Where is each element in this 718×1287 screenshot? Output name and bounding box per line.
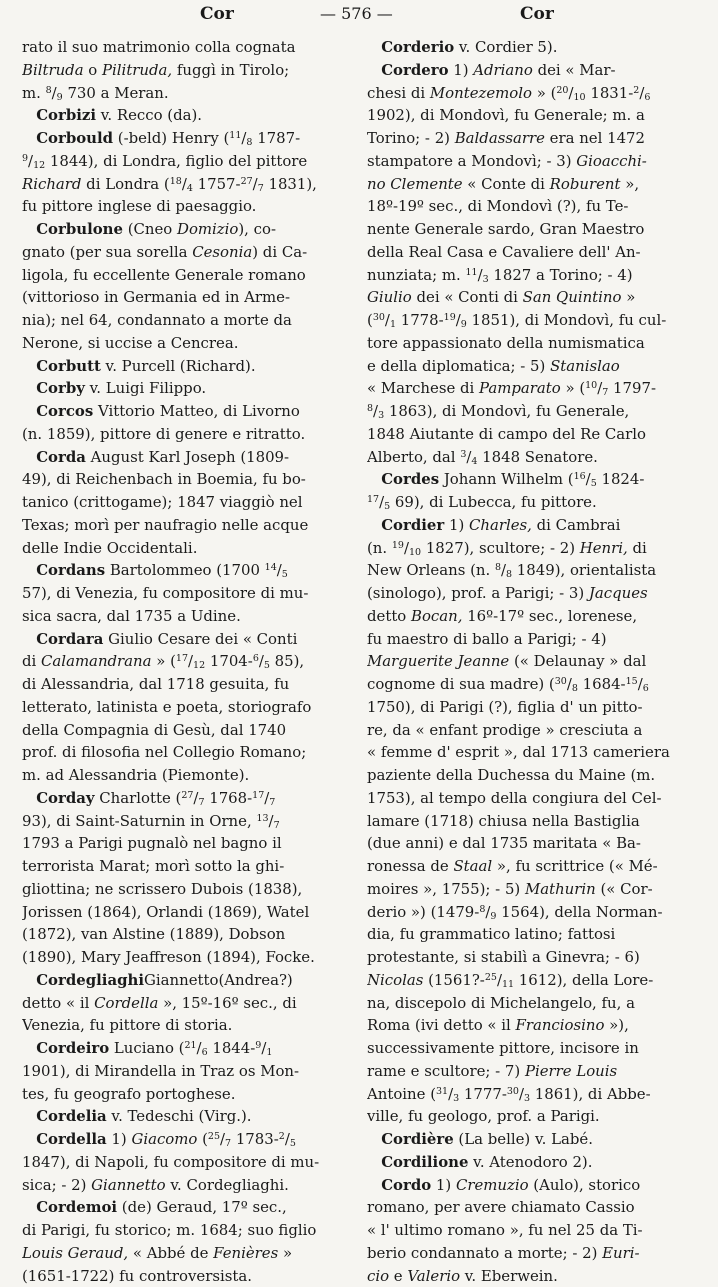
text-line: Venezia, fu pittore di storia.	[22, 1014, 352, 1037]
text-line: sica sacra, dal 1735 a Udine.	[22, 605, 352, 628]
text-line: Cordans Bartolommeo (1700 $^{14}/_5$	[22, 559, 352, 582]
text-line: ($^{30}/_1$ $1778-^{19}/_9$ 1851), di Mondovì, fu cul-	[367, 309, 699, 332]
text-line: tanico (crittogame); 1847 viaggiò nel	[22, 491, 352, 514]
text-line: (due anni) e dal 1735 maritata « Ba-	[367, 832, 699, 855]
text-line: (1890), Mary Jeaffreson (1894), Focke.	[22, 946, 352, 969]
text-line: ronessa de Staal », fu scrittrice (« Mé-	[367, 855, 699, 878]
text-line: Corbizi v. Recco (da).	[22, 104, 352, 127]
text-line: 57), di Venezia, fu compositore di mu-	[22, 582, 352, 605]
text-line: Cordelia v. Tedeschi (Virg.).	[22, 1105, 352, 1128]
text-line: chesi di Montezemolo » ($^{20}/_{10}$ $1831-^2/_6$	[367, 82, 699, 105]
text-line: 93), di Saint-Saturnin in Orne, $^{13}/_7$	[22, 810, 352, 833]
text-line: Cordemoi (de) Geraud, 17º sec.,	[22, 1196, 352, 1219]
text-line: romano, per avere chiamato Cassio	[367, 1196, 699, 1219]
text-line: tore appassionato della numismatica	[367, 332, 699, 355]
text-line: rato il suo matrimonio colla cognata	[22, 36, 352, 59]
text-line: ville, fu geologo, prof. a Parigi.	[367, 1105, 699, 1128]
text-line: di Parigi, fu storico; m. 1684; suo figlio	[22, 1219, 352, 1242]
text-line: Corderio v. Cordier 5).	[367, 36, 699, 59]
text-line: letterato, latinista e poeta, storiografo	[22, 696, 352, 719]
text-line: dia, fu grammatico latino; fattosi	[367, 923, 699, 946]
text-line: fu maestro di ballo a Parigi; - 4)	[367, 628, 699, 651]
text-line: derio ») ($1479-^8/_9$ 1564), della Norman-	[367, 901, 699, 924]
text-line: di Alessandria, dal 1718 gesuita, fu	[22, 673, 352, 696]
text-line: 1848 Aiutante di campo del Re Carlo	[367, 423, 699, 446]
text-line: Cordes Johann Wilhelm ($^{16}/_5$ 1824-	[367, 468, 699, 491]
left-column	[22, 36, 352, 1287]
running-head-left: Cor	[200, 4, 234, 24]
text-line: moires », 1755); - 5) Mathurin (« Cor-	[367, 878, 699, 901]
text-line: na, discepolo di Michelangelo, fu, a	[367, 992, 699, 1015]
text-line: 1793 a Parigi pugnalò nel bagno il	[22, 832, 352, 855]
text-line: Cordero 1) Adriano dei « Mar-	[367, 59, 699, 82]
text-line: 1847), di Napoli, fu compositore di mu-	[22, 1151, 352, 1174]
text-line: Antoine ($^{31}/_3$ $1777-^{30}/_3$ 1861), di Abbe-	[367, 1083, 699, 1106]
text-line: 1901), di Mirandella in Traz os Mon-	[22, 1060, 352, 1083]
text-line: New Orleans (n. $^8/_8$ 1849), orientalista	[367, 559, 699, 582]
text-line: Corday Charlotte ($^{27}/_7$ $1768-^{17}/_7$	[22, 787, 352, 810]
text-line: Corbutt v. Purcell (Richard).	[22, 355, 352, 378]
text-line: (sinologo), prof. a Parigi; - 3) Jacques	[367, 582, 699, 605]
text-line: Jorissen (1864), Orlandi (1869), Watel	[22, 901, 352, 924]
page-header	[0, 2, 718, 32]
text-line: ligola, fu eccellente Generale romano	[22, 264, 352, 287]
text-line: detto « il Cordella », 15º-16º sec., di	[22, 992, 352, 1015]
page-number: — 576 —	[320, 4, 393, 23]
text-line: cognome di sua madre) ($^{30}/_8$ $1684-^{15}/_6$	[367, 673, 699, 696]
text-line: $^8/_3$ 1863), di Mondovì, fu Generale,	[367, 400, 699, 423]
text-line: terrorista Marat; morì sotto la ghi-	[22, 855, 352, 878]
text-line: di Calamandrana » ($^{17}/_{12}$ $1704-^6/_5$ 85),	[22, 650, 352, 673]
text-line: nia); nel 64, condannato a morte da	[22, 309, 352, 332]
text-line: re, da « enfant prodige » cresciuta a	[367, 719, 699, 742]
text-line: Corda August Karl Joseph (1809-	[22, 446, 352, 469]
text-line: Cordo 1) Cremuzio (Aulo), storico	[367, 1174, 699, 1197]
text-line: (1651-1722) fu controversista.	[22, 1265, 352, 1287]
text-line: della Real Casa e Cavaliere dell' An-	[367, 241, 699, 264]
text-line: Louis Geraud, « Abbé de Fenières »	[22, 1242, 352, 1265]
text-line: 1750), di Parigi (?), figlia d' un pitto-	[367, 696, 699, 719]
text-line: Biltruda o Pilitruda, fuggì in Tirolo;	[22, 59, 352, 82]
text-line: Nerone, si uccise a Cencrea.	[22, 332, 352, 355]
text-line: 18º-19º sec., di Mondovì (?), fu Te-	[367, 195, 699, 218]
text-line: (n. $^{19}/_{10}$ 1827), scultore; - 2) Henri, di	[367, 537, 699, 560]
text-line: prof. di filosofia nel Collegio Romano;	[22, 741, 352, 764]
text-line: Roma (ivi detto « il Franciosino »),	[367, 1014, 699, 1037]
text-line: (n. 1859), pittore di genere e ritratto.	[22, 423, 352, 446]
text-line: CordegliaghiGiannetto(Andrea?)	[22, 969, 352, 992]
text-line: no Clemente « Conte di Roburent »,	[367, 173, 699, 196]
text-line: gliottina; ne scrissero Dubois (1838),	[22, 878, 352, 901]
text-line: Giulio dei « Conti di San Quintino »	[367, 286, 699, 309]
text-line: $^9/_{12}$ 1844), di Londra, figlio del pittore	[22, 150, 352, 173]
text-line: paziente della Duchessa du Maine (m.	[367, 764, 699, 787]
text-line: fu pittore inglese di paesaggio.	[22, 195, 352, 218]
right-column	[367, 36, 699, 1287]
text-line: Cordilione v. Atenodoro 2).	[367, 1151, 699, 1174]
text-line: « l' ultimo romano », fu nel 25 da Ti-	[367, 1219, 699, 1242]
text-line: berio condannato a morte; - 2) Euri-	[367, 1242, 699, 1265]
text-line: gnato (per sua sorella Cesonia) di Ca-	[22, 241, 352, 264]
text-line: protestante, si stabilì a Ginevra; - 6)	[367, 946, 699, 969]
text-line: 1902), di Mondovì, fu Generale; m. a	[367, 104, 699, 127]
text-line: m. $^8/_9$ 730 a Meran.	[22, 82, 352, 105]
text-line: « Marchese di Pamparato » ($^{10}/_7$ 1797-	[367, 377, 699, 400]
text-line: Cordière (La belle) v. Labé.	[367, 1128, 699, 1151]
text-line: Corby v. Luigi Filippo.	[22, 377, 352, 400]
text-line: Cordara Giulio Cesare dei « Conti	[22, 628, 352, 651]
text-line: 1753), al tempo della congiura del Cel-	[367, 787, 699, 810]
text-line: nunziata; m. $^{11}/_3$ 1827 a Torino; - 4)	[367, 264, 699, 287]
text-line: Corbould (-beld) Henry ($^{11}/_8$ 1787-	[22, 127, 352, 150]
text-line: sica; - 2) Giannetto v. Cordegliaghi.	[22, 1174, 352, 1197]
text-line: nente Generale sardo, Gran Maestro	[367, 218, 699, 241]
text-line: Marguerite Jeanne (« Delaunay » dal	[367, 650, 699, 673]
text-line: successivamente pittore, incisore in	[367, 1037, 699, 1060]
text-line: m. ad Alessandria (Piemonte).	[22, 764, 352, 787]
text-line: Alberto, dal $^3/_4$ 1848 Senatore.	[367, 446, 699, 469]
text-line: Cordier 1) Charles, di Cambrai	[367, 514, 699, 537]
text-line: detto Bocan, 16º-17º sec., lorenese,	[367, 605, 699, 628]
text-line: Nicolas ($1561?-^{25}/_{11}$ 1612), della Lore-	[367, 969, 699, 992]
text-line: tes, fu geografo portoghese.	[22, 1083, 352, 1106]
text-line: Corbulone (Cneo Domizio), co-	[22, 218, 352, 241]
text-line: rame e scultore; - 7) Pierre Louis	[367, 1060, 699, 1083]
text-line: cio e Valerio v. Eberwein.	[367, 1265, 699, 1287]
text-line: (vittorioso in Germania ed in Arme-	[22, 286, 352, 309]
text-line: Cordeiro Luciano ($^{21}/_6$ $1844-^9/_1$	[22, 1037, 352, 1060]
text-line: (1872), van Alstine (1889), Dobson	[22, 923, 352, 946]
text-line: $^{17}/_5$ 69), di Lubecca, fu pittore.	[367, 491, 699, 514]
running-head-right: Cor	[520, 4, 554, 24]
text-line: 49), di Reichenbach in Boemia, fu bo-	[22, 468, 352, 491]
text-line: della Compagnia di Gesù, dal 1740	[22, 719, 352, 742]
text-line: Richard di Londra ($^{18}/_4$ $1757-^{27}/_7$ 1831),	[22, 173, 352, 196]
text-line: lamare (1718) chiusa nella Bastiglia	[367, 810, 699, 833]
text-line: e della diplomatica; - 5) Stanislao	[367, 355, 699, 378]
text-line: Corcos Vittorio Matteo, di Livorno	[22, 400, 352, 423]
text-line: « femme d' esprit », dal 1713 cameriera	[367, 741, 699, 764]
text-line: delle Indie Occidentali.	[22, 537, 352, 560]
text-line: Torino; - 2) Baldassarre era nel 1472	[367, 127, 699, 150]
text-line: stampatore a Mondovì; - 3) Gioacchi-	[367, 150, 699, 173]
text-line: Texas; morì per naufragio nelle acque	[22, 514, 352, 537]
text-line: Cordella 1) Giacomo ($^{25}/_7$ $1783-^2/_5$	[22, 1128, 352, 1151]
